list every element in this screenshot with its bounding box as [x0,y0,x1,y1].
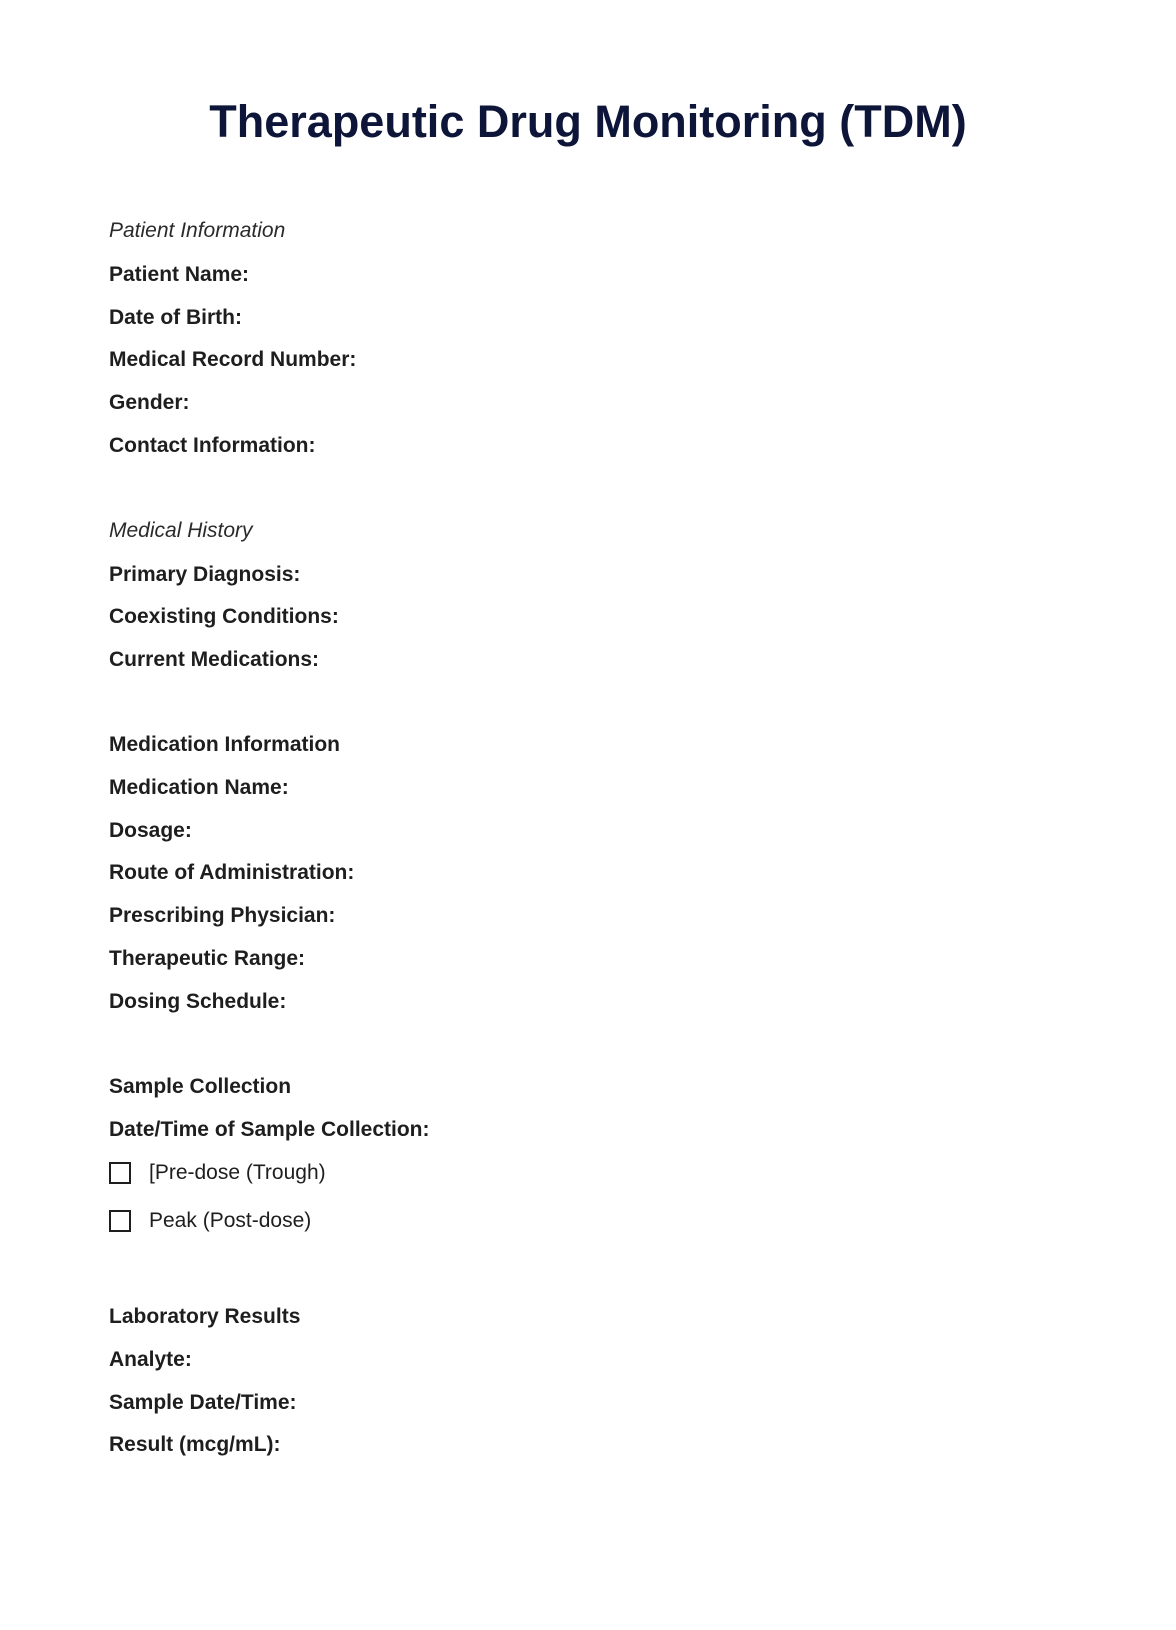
field-dosage: Dosage: [109,819,192,842]
field-date-of-birth: Date of Birth: [109,306,242,329]
section-heading-laboratory-results: Laboratory Results [109,1305,301,1328]
section-heading-sample-collection: Sample Collection [109,1075,292,1098]
field-contact-information: Contact Information: [109,434,316,457]
checkbox-pre-dose-trough[interactable] [109,1161,326,1185]
field-sample-datetime: Sample Date/Time: [109,1391,297,1414]
checkbox-label: Peak (Post-dose) [149,1209,312,1232]
field-medication-name: Medication Name: [109,776,289,799]
field-patient-name: Patient Name: [109,263,250,286]
checkbox-icon[interactable] [109,1162,131,1184]
section-heading-medical-history: Medical History [109,519,253,542]
field-therapeutic-range: Therapeutic Range: [109,947,306,970]
field-result: Result (mcg/mL): [109,1433,281,1456]
section-heading-medication-information: Medication Information [109,733,340,756]
checkbox-peak-post-dose[interactable] [109,1209,311,1233]
field-dosing-schedule: Dosing Schedule: [109,990,287,1013]
section-heading-patient-information: Patient Information [109,219,286,242]
checkbox-label: [Pre-dose (Trough) [149,1161,326,1184]
field-coexisting-conditions: Coexisting Conditions: [109,605,339,628]
field-medical-record-number: Medical Record Number: [109,348,357,371]
field-gender: Gender: [109,391,190,414]
field-route-of-administration: Route of Administration: [109,861,355,884]
field-sample-collection-datetime: Date/Time of Sample Collection: [109,1118,430,1141]
field-analyte: Analyte: [109,1348,192,1371]
checkbox-icon[interactable] [109,1210,131,1232]
field-prescribing-physician: Prescribing Physician: [109,904,336,927]
field-primary-diagnosis: Primary Diagnosis: [109,563,301,586]
field-current-medications: Current Medications: [109,648,320,671]
page-title: Therapeutic Drug Monitoring (TDM) [209,96,967,147]
